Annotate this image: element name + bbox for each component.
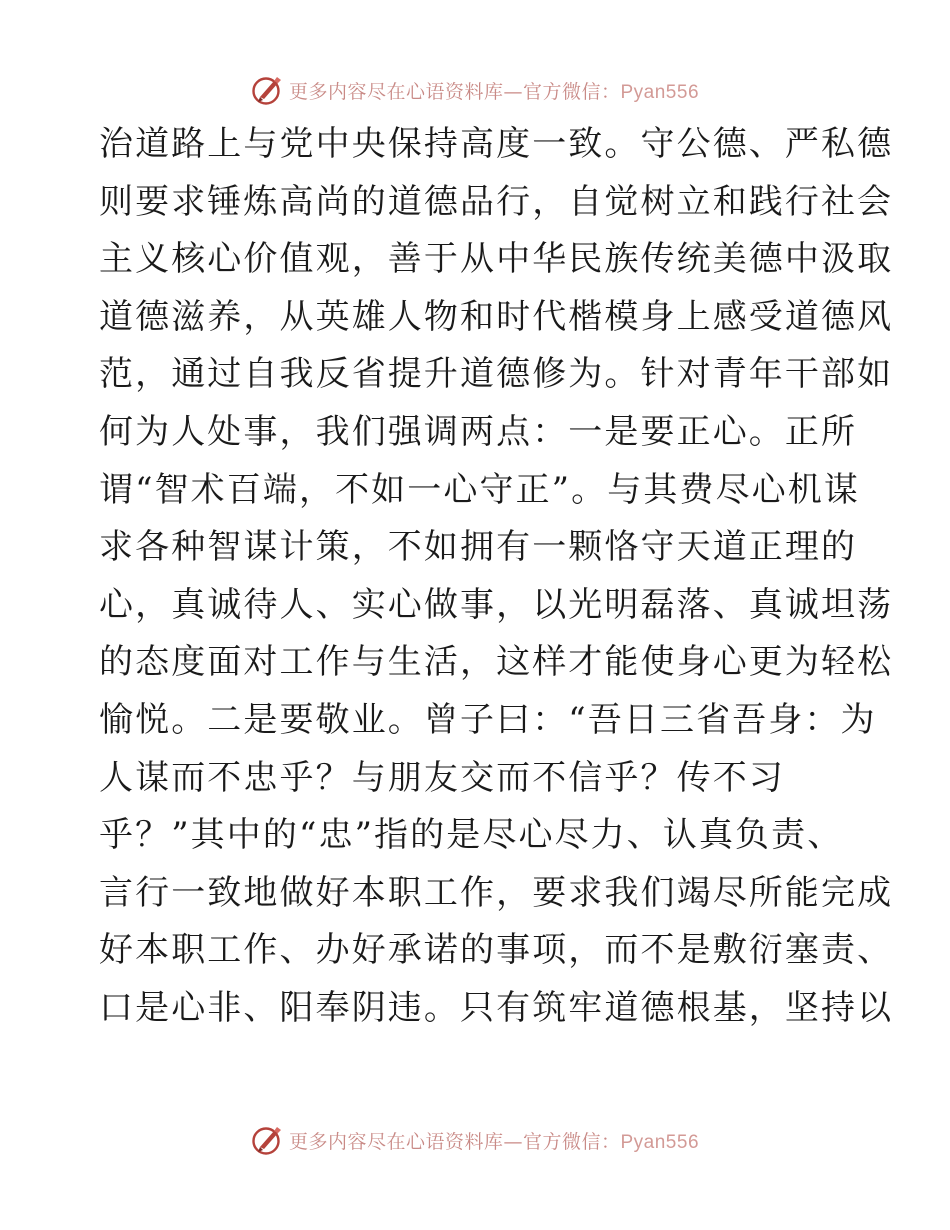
text-line: 主义核心价值观，善于从中华民族传统美德中汲取: [99, 239, 894, 280]
text-line: 道德滋养，从英雄人物和时代楷模身上感受道德风: [99, 296, 894, 337]
text-line: 好本职工作、办好承诺的事项，而不是敷衍塞责、: [99, 930, 894, 971]
pen-logo-icon: [251, 1123, 285, 1157]
body-text: [99, 116, 894, 1038]
footer-watermark: [0, 1120, 950, 1160]
text-line: 人谋而不忠乎？与朋友交而不信乎？传不习: [99, 757, 785, 798]
pen-logo-icon: [251, 73, 285, 107]
text-line: 何为人处事，我们强调两点：一是要正心。正所: [99, 411, 858, 452]
text-line: 治道路上与党中央保持高度一致。守公德、严私德: [99, 124, 894, 164]
watermark-text: 更多内容尽在心语资料库—官方微信：Pyan556: [288, 80, 700, 103]
text-line: 心，真诚待人、实心做事，以光明磊落、真诚坦荡: [99, 584, 894, 625]
text-line: 则要求锤炼高尚的道德品行，自觉树立和践行社会: [99, 181, 894, 222]
text-line: 言行一致地做好本职工作，要求我们竭尽所能完成: [99, 872, 894, 913]
text-line: 谓“智术百端，不如一心守正”。与其费尽心机谋: [99, 469, 860, 510]
text-line: 口是心非、阳奉阴违。只有筑牢道德根基，坚持以: [99, 987, 894, 1028]
text-line: 求各种智谋计策，不如拥有一颗恪守天道正理的: [99, 527, 858, 568]
text-line: 愉悦。二是要敬业。曾子曰：“吾日三省吾身：为: [99, 699, 877, 740]
text-line: 范，通过自我反省提升道德修为。针对青年干部如: [99, 354, 894, 395]
header-watermark: [0, 70, 950, 110]
text-line: 乎？”其中的“忠”指的是尽心尽力、认真负责、: [99, 815, 844, 856]
watermark-text: 更多内容尽在心语资料库—官方微信：Pyan556: [288, 1130, 700, 1153]
text-line: 的态度面对工作与生活，这样才能使身心更为轻松: [99, 642, 894, 683]
